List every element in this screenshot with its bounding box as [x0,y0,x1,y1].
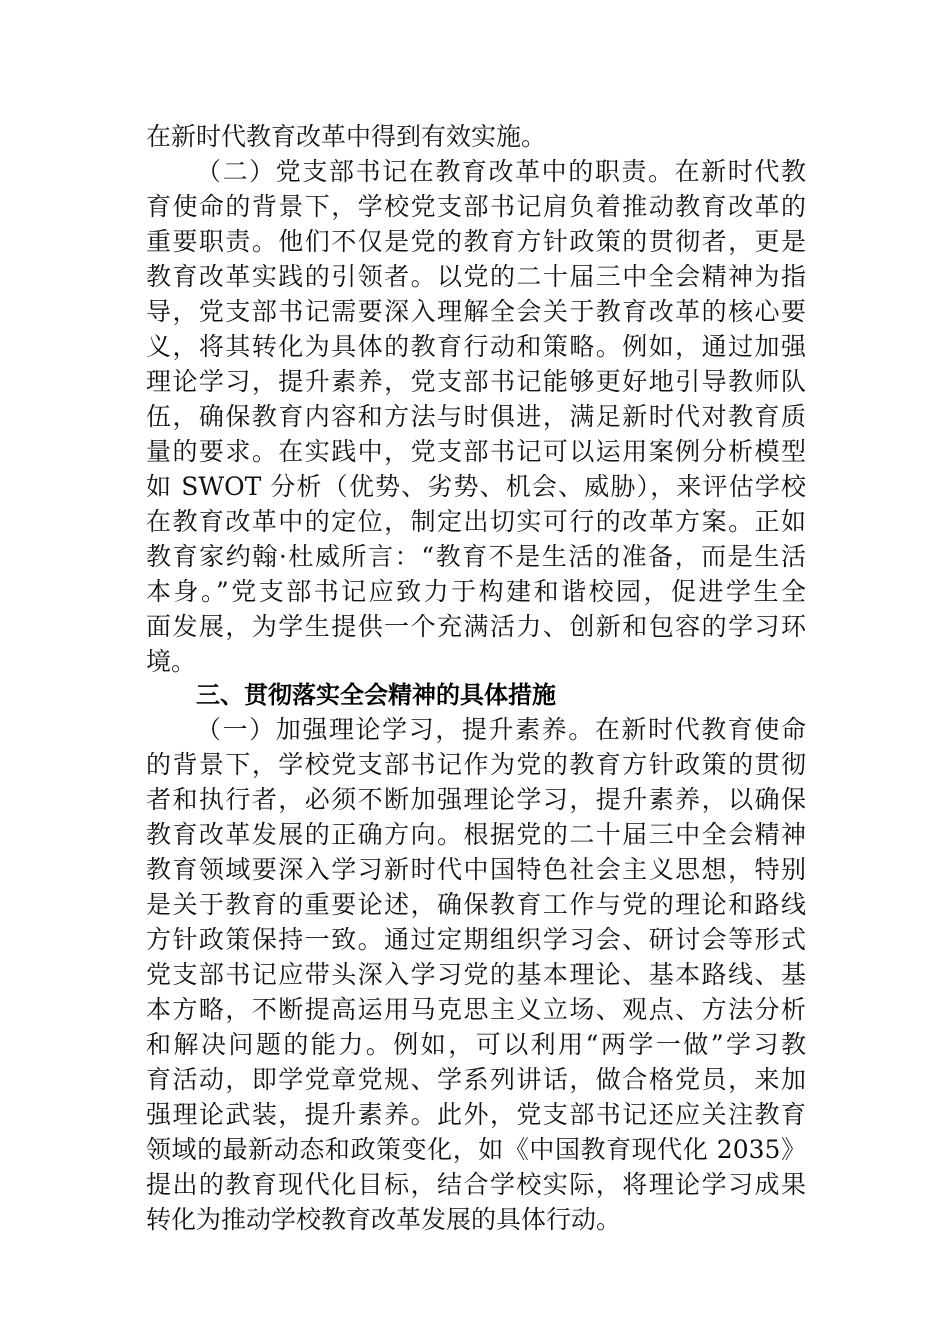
paragraph-line: 教育改革实践的引领者。以党的二十届三中全会精神为指 [146,262,806,291]
paragraph-line: 育活动，即学党章党规、学系列讲话，做合格党员，来加 [146,1065,806,1094]
paragraph-line: 理论学习，提升素养，党支部书记能够更好地引导教师队 [146,367,806,396]
paragraph-line: 在教育改革中的定位，制定出切实可行的改革方案。正如 [146,507,806,536]
paragraph-line: 如 SWOT 分析（优势、劣势、机会、威胁），来评估学校 [146,472,806,501]
paragraph-line: 面发展，为学生提供一个充满活力、创新和包容的学习环 [146,612,806,641]
paragraph-line: 者和执行者，必须不断加强理论学习，提升素养，以确保 [146,785,806,814]
paragraph-line: 育使命的背景下，学校党支部书记肩负着推动教育改革的 [146,192,806,221]
paragraph-line: 本方略，不断提高运用马克思主义立场、观点、方法分析 [146,995,806,1024]
paragraph-line: 本身。”党支部书记应致力于构建和谐校园，促进学生全 [146,577,806,606]
paragraph-line: 在新时代教育改革中得到有效实施。 [146,122,547,151]
paragraph-line: 领域的最新动态和政策变化，如《中国教育现代化 2035》 [146,1135,806,1164]
paragraph-line: 转化为推动学校教育改革发展的具体行动。 [146,1205,622,1234]
paragraph-line: 义，将其转化为具体的教育行动和策略。例如，通过加强 [146,332,806,361]
paragraph-line: 党支部书记应带头深入学习党的基本理论、基本路线、基 [146,960,806,989]
paragraph-line: 教育改革发展的正确方向。根据党的二十届三中全会精神 [146,820,806,849]
paragraph-line: 方针政策保持一致。通过定期组织学习会、研讨会等形式 [146,925,806,954]
section-heading: 三、贯彻落实全会精神的具体措施 [196,681,556,709]
paragraph-line: 提出的教育现代化目标，结合学校实际，将理论学习成果 [146,1170,806,1199]
paragraph-line: 伍，确保教育内容和方法与时俱进，满足新时代对教育质 [146,402,806,431]
paragraph-line: 强理论武装，提升素养。此外，党支部书记还应关注教育 [146,1100,806,1129]
paragraph-line: 重要职责。他们不仅是党的教育方针政策的贯彻者，更是 [146,227,806,256]
paragraph-line: 境。 [146,647,197,676]
paragraph-line: 是关于教育的重要论述，确保教育工作与党的理论和路线 [146,890,806,919]
paragraph-line: 的背景下，学校党支部书记作为党的教育方针政策的贯彻 [146,750,806,779]
paragraph-line: （二）党支部书记在教育改革中的职责。在新时代教 [196,157,806,186]
paragraph-line: 和解决问题的能力。例如，可以利用“两学一做”学习教 [146,1030,806,1059]
paragraph-line: 教育家约翰·杜威所言：“教育不是生活的准备，而是生活 [146,542,806,571]
paragraph-line: （一）加强理论学习，提升素养。在新时代教育使命 [196,715,806,744]
paragraph-line: 教育领域要深入学习新时代中国特色社会主义思想，特别 [146,855,806,884]
paragraph-line: 量的要求。在实践中，党支部书记可以运用案例分析模型 [146,437,806,466]
paragraph-line: 导，党支部书记需要深入理解全会关于教育改革的核心要 [146,297,806,326]
